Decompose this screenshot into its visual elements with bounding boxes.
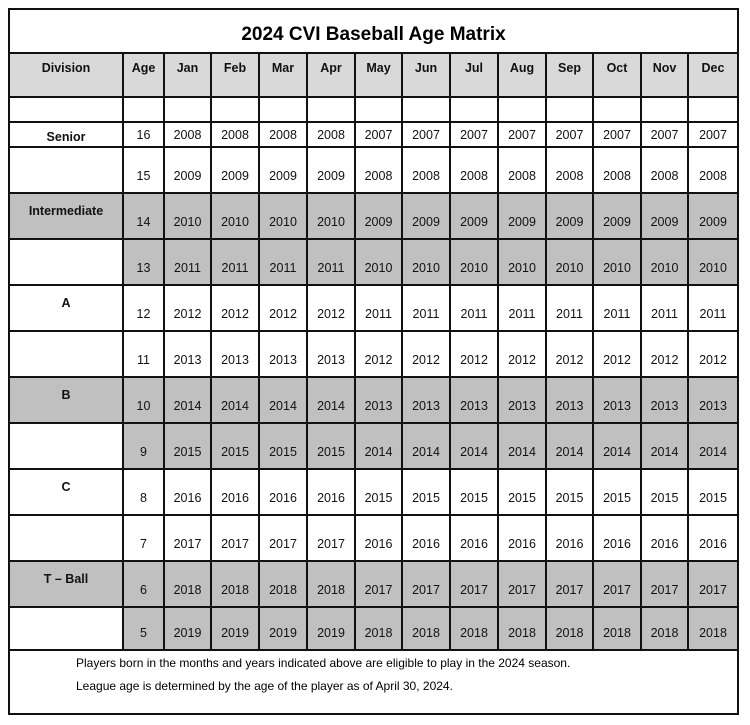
birth-year-cell: 2013 (546, 377, 593, 423)
birth-year-cell: 2013 (307, 331, 355, 377)
birth-year-cell: 2011 (450, 285, 498, 331)
division-cell (10, 147, 123, 193)
blank-row (10, 97, 737, 122)
birth-year-cell: 2015 (259, 423, 307, 469)
birth-year-cell: 2011 (498, 285, 546, 331)
birth-year-cell: 2008 (355, 147, 402, 193)
birth-year-cell: 2015 (641, 469, 688, 515)
header-row (10, 54, 737, 97)
birth-year-cell: 2015 (450, 469, 498, 515)
birth-year-cell: 2009 (450, 193, 498, 239)
birth-year-cell: 2011 (307, 239, 355, 285)
birth-year-cell: 2012 (259, 285, 307, 331)
eligibility-note (10, 645, 737, 713)
birth-year-cell: 2007 (402, 122, 450, 147)
birth-year-cell: 2008 (402, 147, 450, 193)
birth-year-cell: 2015 (355, 469, 402, 515)
division-cell: C (10, 469, 123, 515)
column-header-apr: Apr (307, 54, 355, 97)
birth-year-cell: 2016 (259, 469, 307, 515)
age-cell: 7 (123, 515, 164, 561)
birth-year-cell: 2013 (259, 331, 307, 377)
birth-year-cell: 2010 (593, 239, 641, 285)
table-row (10, 122, 737, 147)
table-row (10, 239, 737, 285)
birth-year-cell: 2013 (641, 377, 688, 423)
birth-year-cell: 2017 (498, 561, 546, 607)
birth-year-cell: 2011 (355, 285, 402, 331)
birth-year-cell: 2015 (164, 423, 211, 469)
birth-year-cell: 2009 (402, 193, 450, 239)
birth-year-cell: 2016 (355, 515, 402, 561)
birth-year-cell: 2012 (498, 331, 546, 377)
birth-year-cell: 2013 (450, 377, 498, 423)
birth-year-cell: 2007 (498, 122, 546, 147)
birth-year-cell: 2015 (546, 469, 593, 515)
birth-year-cell: 2016 (402, 515, 450, 561)
birth-year-cell: 2013 (688, 377, 737, 423)
birth-year-cell: 2014 (641, 423, 688, 469)
birth-year-cell: 2017 (211, 515, 259, 561)
division-cell (10, 331, 123, 377)
birth-year-cell: 2016 (641, 515, 688, 561)
column-header-age: Age (123, 54, 164, 97)
birth-year-cell: 2013 (402, 377, 450, 423)
table-row (10, 423, 737, 469)
birth-year-cell: 2016 (688, 515, 737, 561)
birth-year-cell: 2011 (259, 239, 307, 285)
division-cell (10, 515, 123, 561)
age-cell: 9 (123, 423, 164, 469)
birth-year-cell: 2009 (688, 193, 737, 239)
birth-year-cell: 2012 (355, 331, 402, 377)
birth-year-cell: 2019 (307, 607, 355, 650)
birth-year-cell: 2017 (355, 561, 402, 607)
birth-year-cell: 2014 (259, 377, 307, 423)
birth-year-cell: 2012 (641, 331, 688, 377)
division-cell: B (10, 377, 123, 423)
birth-year-cell: 2009 (211, 147, 259, 193)
birth-year-cell: 2013 (211, 331, 259, 377)
age-matrix-document (8, 8, 739, 715)
birth-year-cell: 2018 (546, 607, 593, 650)
birth-year-cell: 2014 (450, 423, 498, 469)
birth-year-cell: 2008 (546, 147, 593, 193)
age-cell: 14 (123, 193, 164, 239)
birth-year-cell: 2018 (450, 607, 498, 650)
column-header-feb: Feb (211, 54, 259, 97)
birth-year-cell: 2015 (593, 469, 641, 515)
birth-year-cell: 2016 (593, 515, 641, 561)
birth-year-cell: 2018 (211, 561, 259, 607)
division-cell: Senior (10, 122, 123, 147)
table-row (10, 561, 737, 607)
birth-year-cell: 2017 (307, 515, 355, 561)
note-line-2: League age is determined by the age of the player as of April 30, 2024. (76, 679, 453, 693)
birth-year-cell: 2014 (355, 423, 402, 469)
birth-year-cell: 2013 (593, 377, 641, 423)
birth-year-cell: 2017 (546, 561, 593, 607)
birth-year-cell: 2009 (498, 193, 546, 239)
division-cell (10, 607, 123, 650)
column-header-jul: Jul (450, 54, 498, 97)
birth-year-cell: 2015 (211, 423, 259, 469)
column-header-jun: Jun (402, 54, 450, 97)
division-cell (10, 423, 123, 469)
birth-year-cell: 2007 (641, 122, 688, 147)
birth-year-cell: 2008 (211, 122, 259, 147)
birth-year-cell: 2018 (307, 561, 355, 607)
birth-year-cell: 2014 (688, 423, 737, 469)
table-row (10, 147, 737, 193)
birth-year-cell: 2008 (307, 122, 355, 147)
birth-year-cell: 2014 (307, 377, 355, 423)
birth-year-cell: 2012 (211, 285, 259, 331)
column-header-aug: Aug (498, 54, 546, 97)
birth-year-cell: 2011 (546, 285, 593, 331)
birth-year-cell: 2015 (688, 469, 737, 515)
birth-year-cell: 2008 (688, 147, 737, 193)
birth-year-cell: 2007 (593, 122, 641, 147)
birth-year-cell: 2018 (259, 561, 307, 607)
birth-year-cell: 2014 (546, 423, 593, 469)
birth-year-cell: 2007 (450, 122, 498, 147)
table-row (10, 285, 737, 331)
birth-year-cell: 2012 (307, 285, 355, 331)
birth-year-cell: 2012 (164, 285, 211, 331)
age-cell: 13 (123, 239, 164, 285)
birth-year-cell: 2013 (498, 377, 546, 423)
division-cell: A (10, 285, 123, 331)
birth-year-cell: 2017 (164, 515, 211, 561)
birth-year-cell: 2010 (259, 193, 307, 239)
birth-year-cell: 2010 (688, 239, 737, 285)
birth-year-cell: 2011 (164, 239, 211, 285)
birth-year-cell: 2016 (546, 515, 593, 561)
birth-year-cell: 2008 (259, 122, 307, 147)
birth-year-cell: 2014 (593, 423, 641, 469)
column-header-sep: Sep (546, 54, 593, 97)
birth-year-cell: 2017 (402, 561, 450, 607)
birth-year-cell: 2009 (546, 193, 593, 239)
birth-year-cell: 2008 (498, 147, 546, 193)
birth-year-cell: 2010 (450, 239, 498, 285)
note-line-1: Players born in the months and years indicated above are eligible to play in the 2024 season. (76, 656, 571, 670)
birth-year-cell: 2010 (498, 239, 546, 285)
birth-year-cell: 2009 (355, 193, 402, 239)
birth-year-cell: 2016 (307, 469, 355, 515)
birth-year-cell: 2011 (641, 285, 688, 331)
column-header-division: Division (10, 54, 123, 97)
table-row (10, 515, 737, 561)
column-header-dec: Dec (688, 54, 737, 97)
birth-year-cell: 2009 (307, 147, 355, 193)
age-cell: 12 (123, 285, 164, 331)
table-row (10, 377, 737, 423)
page-title: 2024 CVI Baseball Age Matrix (10, 10, 737, 54)
birth-year-cell: 2008 (593, 147, 641, 193)
age-cell: 11 (123, 331, 164, 377)
table-row (10, 607, 737, 650)
division-cell: Intermediate (10, 193, 123, 239)
birth-year-cell: 2010 (641, 239, 688, 285)
birth-year-cell: 2018 (164, 561, 211, 607)
birth-year-cell: 2011 (593, 285, 641, 331)
birth-year-cell: 2017 (259, 515, 307, 561)
birth-year-cell: 2010 (402, 239, 450, 285)
birth-year-cell: 2019 (259, 607, 307, 650)
birth-year-cell: 2007 (546, 122, 593, 147)
birth-year-cell: 2008 (641, 147, 688, 193)
age-cell: 10 (123, 377, 164, 423)
birth-year-cell: 2008 (450, 147, 498, 193)
birth-year-cell: 2012 (546, 331, 593, 377)
birth-year-cell: 2009 (641, 193, 688, 239)
birth-year-cell: 2019 (211, 607, 259, 650)
column-header-jan: Jan (164, 54, 211, 97)
birth-year-cell: 2009 (593, 193, 641, 239)
birth-year-cell: 2018 (641, 607, 688, 650)
birth-year-cell: 2014 (211, 377, 259, 423)
age-cell: 16 (123, 122, 164, 147)
birth-year-cell: 2012 (450, 331, 498, 377)
birth-year-cell: 2019 (164, 607, 211, 650)
birth-year-cell: 2008 (164, 122, 211, 147)
birth-year-cell: 2012 (688, 331, 737, 377)
column-header-mar: Mar (259, 54, 307, 97)
birth-year-cell: 2016 (450, 515, 498, 561)
age-cell: 5 (123, 607, 164, 650)
table-row (10, 193, 737, 239)
birth-year-cell: 2009 (259, 147, 307, 193)
birth-year-cell: 2018 (688, 607, 737, 650)
birth-year-cell: 2014 (498, 423, 546, 469)
age-cell: 15 (123, 147, 164, 193)
age-cell: 6 (123, 561, 164, 607)
birth-year-cell: 2017 (641, 561, 688, 607)
age-cell: 8 (123, 469, 164, 515)
table-row (10, 469, 737, 515)
birth-year-cell: 2016 (164, 469, 211, 515)
birth-year-cell: 2013 (164, 331, 211, 377)
birth-year-cell: 2013 (355, 377, 402, 423)
birth-year-cell: 2016 (498, 515, 546, 561)
birth-year-cell: 2012 (593, 331, 641, 377)
division-cell: T – Ball (10, 561, 123, 607)
birth-year-cell: 2016 (211, 469, 259, 515)
division-cell (10, 239, 123, 285)
birth-year-cell: 2007 (355, 122, 402, 147)
birth-year-cell: 2018 (355, 607, 402, 650)
birth-year-cell: 2010 (211, 193, 259, 239)
age-matrix-table (10, 54, 737, 651)
birth-year-cell: 2018 (498, 607, 546, 650)
birth-year-cell: 2010 (164, 193, 211, 239)
birth-year-cell: 2018 (593, 607, 641, 650)
birth-year-cell: 2018 (402, 607, 450, 650)
birth-year-cell: 2011 (211, 239, 259, 285)
birth-year-cell: 2010 (355, 239, 402, 285)
birth-year-cell: 2017 (688, 561, 737, 607)
birth-year-cell: 2014 (402, 423, 450, 469)
birth-year-cell: 2012 (402, 331, 450, 377)
birth-year-cell: 2009 (164, 147, 211, 193)
birth-year-cell: 2007 (688, 122, 737, 147)
birth-year-cell: 2015 (307, 423, 355, 469)
column-header-nov: Nov (641, 54, 688, 97)
birth-year-cell: 2017 (450, 561, 498, 607)
column-header-oct: Oct (593, 54, 641, 97)
birth-year-cell: 2015 (498, 469, 546, 515)
birth-year-cell: 2010 (307, 193, 355, 239)
table-row (10, 331, 737, 377)
birth-year-cell: 2011 (688, 285, 737, 331)
birth-year-cell: 2017 (593, 561, 641, 607)
birth-year-cell: 2011 (402, 285, 450, 331)
birth-year-cell: 2010 (546, 239, 593, 285)
birth-year-cell: 2015 (402, 469, 450, 515)
column-header-may: May (355, 54, 402, 97)
birth-year-cell: 2014 (164, 377, 211, 423)
